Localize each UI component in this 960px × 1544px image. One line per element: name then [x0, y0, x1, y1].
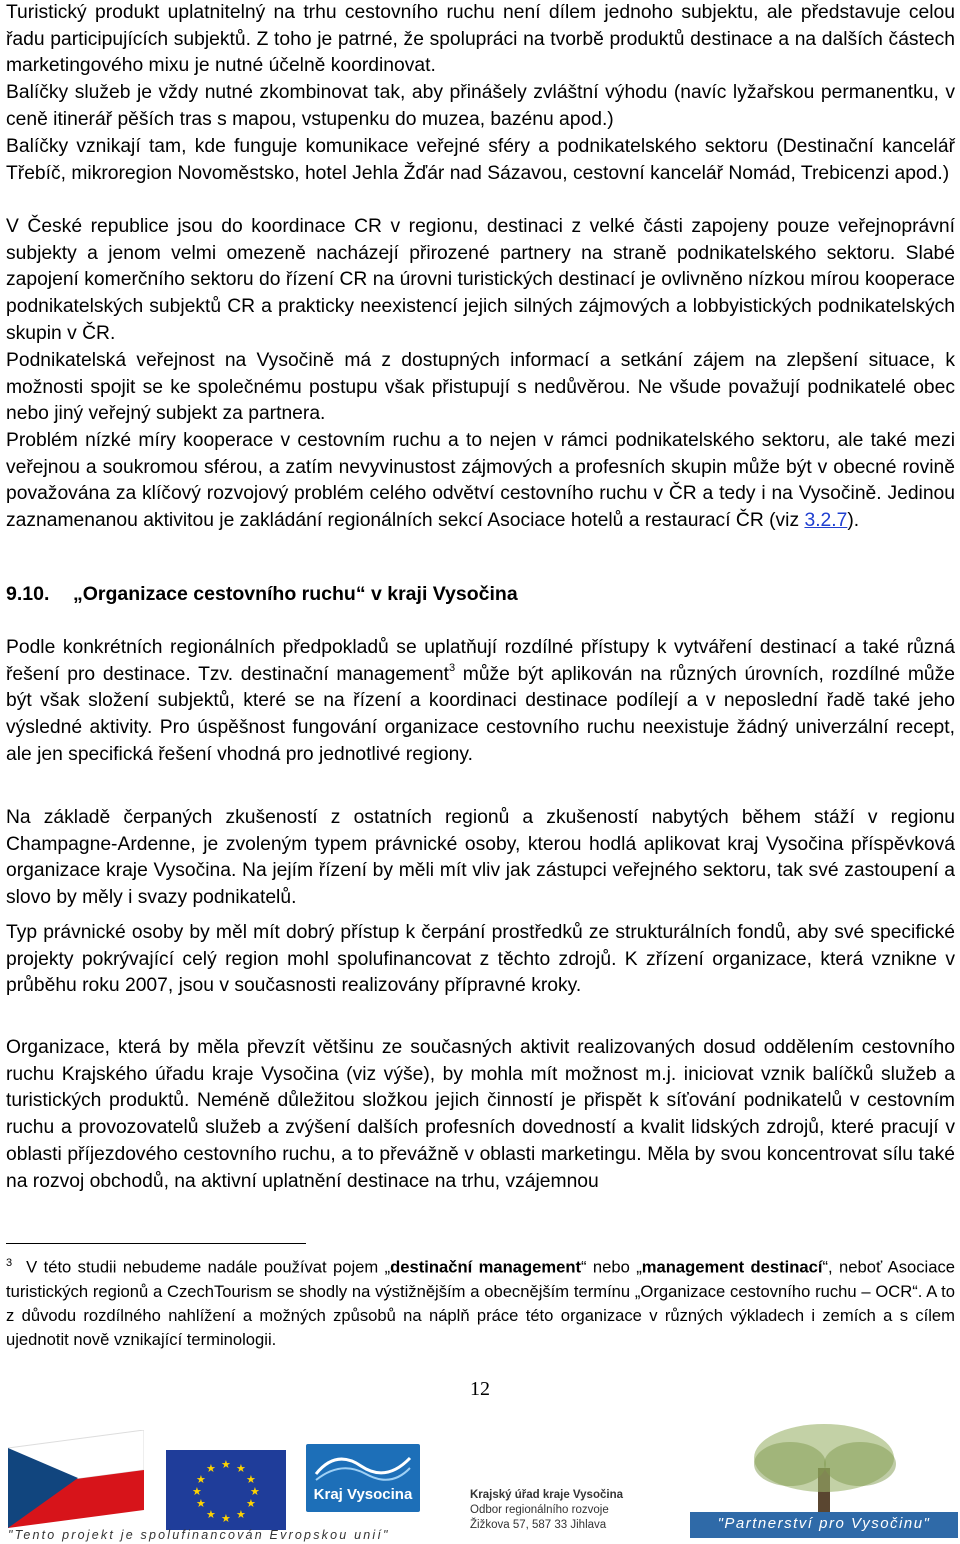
office-address: Žižkova 57, 587 33 Jihlava — [470, 1519, 607, 1531]
section-number: 9.10. — [6, 583, 50, 605]
page-number: 12 — [470, 1378, 490, 1400]
office-title: Krajský úřad kraje Vysočina — [470, 1489, 623, 1501]
section-heading — [6, 583, 518, 606]
eu-flag-logo: ★ ★ ★ ★ ★ ★ ★ ★ ★ ★ ★ ★ — [166, 1450, 286, 1530]
footnote-term: management destinací — [641, 1257, 823, 1277]
paragraph-destination-management — [6, 635, 955, 769]
section-link[interactable]: 3.2.7 — [804, 510, 848, 532]
paragraph-czech-coordination: V České republice jsou do koordinace CR v regionu, destinaci z velké části zapojeny pouze veřejnoprávní subjekty a jenom velmi omezeně nacházejí přirozené partnery na straně podnikatelského sektoru. Slabé zapojení komerčního sektoru do řízení CR na úrovni turistických destinací je ovlivněno nízkou mírou kooperace podnikatelských subjektů CR a prakticky neexistencí jejich silných zájmových a lobbyistických podnikatelských skupin v ČR. — [6, 216, 955, 344]
paragraph-text: Podle konkrétních regionálních předpokladů se uplatňují rozdílné přístupy k vytváření destinací a také různá řešení pro destinace. Tzv. destinační management — [6, 637, 955, 685]
footnote-text: V této studii nebudeme nadále používat pojem „ — [26, 1257, 391, 1277]
czech-flag-logo — [8, 1430, 144, 1528]
paragraph-organization-activities: Organizace, která by měla převzít většinu ze současných aktivit realizovaných dosud oddělením cestovního ruchu Krajského úřadu kraje Vysočina (viz výše), by mohla mít možnost m.j. iniciovat vznik balíčků služeb a turistických produktů. Neméně důležitou složkou jejich činností je přispět k síťování podnikatelů v cestovním ruchu a provozovatelů služeb a zvýšení dalších profesních dovedností a kvalit lidských zdrojů, které pracují v oblasti příjezdového cestovního ruchu, a to převážně v oblasti marketingu. Měla by svou koncentrovat sílu také na rozvoj obchodů, na aktivní uplatnění destinace na trhu, vzájemnou — [6, 1037, 955, 1192]
kraj-vysocina-logo — [302, 1438, 424, 1526]
footnote-ref[interactable]: 3 — [448, 662, 456, 675]
section-title: „Organizace cestovního ruchu“ v kraji Vysočina — [73, 583, 518, 605]
paragraph-champagne: Na základě čerpaných zkušeností z ostatních regionů a zkušeností nabytých během stáží v regionu Champagne-Ardenne, je zvoleným typem právnické osoby, kterou hodlá aplikovat kraj Vysočina příspěvková organizace kraje Vysočina. Na jejím řízení by měli mít vliv jak zástupci veřejného sektoru, tak své zastoupení a slovo by měly i svazy podnikatelů. — [6, 807, 955, 909]
footnote — [6, 1251, 955, 1352]
paragraph-legal-entity: Typ právnické osoby by měl mít dobrý přístup k čerpání prostředků ze strukturálních fondů, aby své specifické projekty pokrývající celý region mohl spolufinancovat z těchto zdrojů. K zřízení organizace, která vznikne v průběhu roku 2007, jsou v současnosti realizovány přípravné kroky. — [6, 922, 955, 997]
footnote-divider — [6, 1243, 306, 1244]
kraj-label: Kraj Vysocina — [313, 1486, 413, 1503]
eu-slogan: "Tento projekt je spolufinancován Evropskou unií" — [8, 1528, 390, 1542]
footnote-number: 3 — [6, 1257, 13, 1269]
paragraph-cooperation-problem — [6, 428, 955, 535]
footnote-text: “ nebo „ — [581, 1257, 642, 1277]
kraj-wave-icon — [306, 1444, 420, 1484]
paragraph-text: Problém nízké míry kooperace v cestovním ruchu a to nejen v rámci podnikatelského sektoru, ale také mezi veřejnou a soukromou sférou, a zatím nevyvinustost zájmových a profesních skupin může být v obecné rovině považována za klíčový rozvojový problém celého odvětví cestovního ruchu v ČR a tedy i na Vysočině. Jedinou zaznamenanou aktivitou je zakládání regionálních sekcí Asociace hotelů a restaurací ČR (viz — [6, 430, 955, 532]
office-info — [470, 1488, 660, 1533]
partnership-label: "Partnerství pro Vysočinu" — [717, 1515, 931, 1532]
tree-icon — [690, 1420, 958, 1512]
paragraph-packages-origin: Balíčky vznikají tam, kde funguje komunikace veřejné sféry a podnikatelského sektoru (Destinační kancelář Třebíč, mikroregion Novoměstsko, hotel Jehla Žďár nad Sázavou, cestovní kancelář Nomád, Trebicenzi apod.) — [6, 136, 955, 184]
paragraph-tourist-product: Turistický produkt uplatnitelný na trhu cestovního ruchu není dílem jednoho subjektu, ale představuje celou řadu participujících subjektů. Z toho je patrné, že spolupráci na tvorbě produktů destinace a na dalších částech marketingového mixu je nutné účelně koordinovat. — [6, 2, 955, 77]
paragraph-text: může být aplikován na různých úrovních, rozdílné může být však složení subjektů, které se na řízení a koordinaci destinace podílejí a v neposlední řadě také jeho výsledné aktivity. Pro úspěšnost fungování organizace cestovního ruchu neexistuje žádný univerzální recept, ale jen specifická řešení vhodná pro jednotlivé regiony. — [6, 663, 956, 765]
office-department: Odbor regionálního rozvoje — [470, 1504, 609, 1516]
footnote-text: “, neboť Asociace turistických regionů a CzechTourism se shodly na výstižnějším a obecnějším termínu „Organizace cestovního ruchu – OCR“. A to z důvodu rozdílného nahlížení a možných způsobů na náplň práce této organizace v různých výkladech i zemích a s cílem ujednotit nově vznikající terminologii. — [6, 1257, 955, 1349]
footnote-term: destinační management — [390, 1257, 581, 1277]
paragraph-business-public: Podnikatelská veřejnost na Vysočině má z dostupných informací a setkání zájem na zlepšení situace, k možnosti spojit se ke společnému postupu však přistupují s nedůvěrou. Ne všude považují podnikatelé obec nebo jiný veřejný subjekt za partnera. — [6, 350, 955, 425]
paragraph-service-packages: Balíčky služeb je vždy nutné zkombinovat tak, aby přinášely zvláštní výhodu (navíc lyžařskou permanentku, v ceně itinerář pěších tras s mapou, vstupenku do muzea, bazénu apod.) — [6, 82, 955, 130]
footer-logos — [0, 1420, 960, 1544]
partnership-logo — [690, 1420, 958, 1540]
paragraph-end: ). — [847, 510, 860, 532]
